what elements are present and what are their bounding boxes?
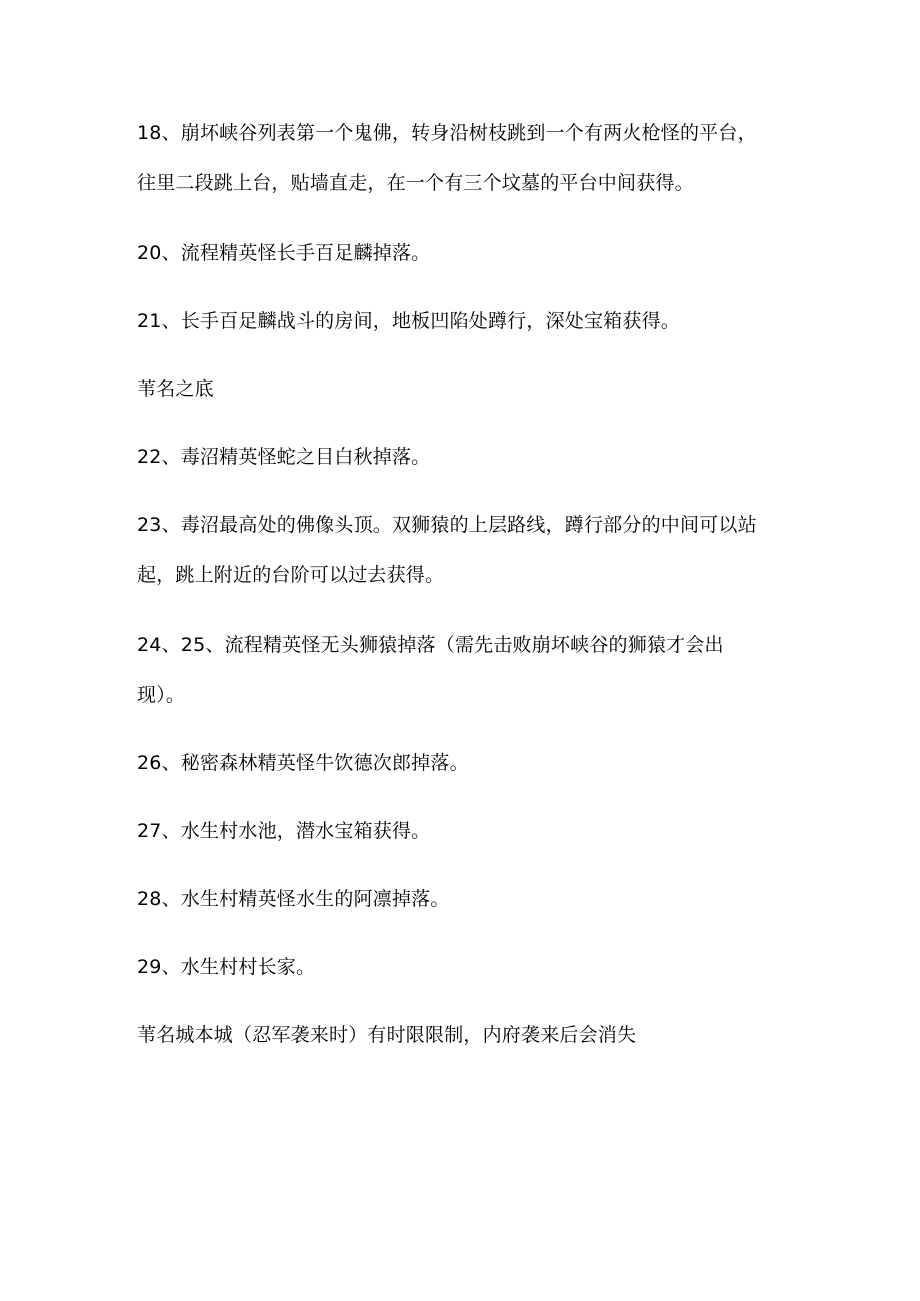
text-line-item-23-part2: 起，跳上附近的台阶可以过去获得。 [137, 564, 445, 586]
text-line-item-20: 20、流程精英怪长手百足麟掉落。 [137, 242, 431, 264]
text-line-item-24-25-part1: 24、25、流程精英怪无头狮猿掉落（需先击败崩坏峡谷的狮猿才会出 [137, 634, 724, 656]
text-line-item-28: 28、水生村精英怪水生的阿凛掉落。 [137, 888, 450, 910]
text-line-item-26: 26、秘密森林精英怪牛饮德次郎掉落。 [137, 752, 469, 774]
text-line-item-29: 29、水生村村长家。 [137, 956, 316, 978]
text-line-item-22: 22、毒沼精英怪蛇之目白秋掉落。 [137, 446, 431, 468]
text-line-item-27: 27、水生村水池，潜水宝箱获得。 [137, 820, 431, 842]
section-heading-ashina-castle: 苇名城本城（忍军袭来时）有时限限制，内府袭来后会消失 [137, 1024, 637, 1046]
section-heading-ashina-depths: 苇名之底 [137, 378, 214, 400]
text-line-item-24-25-part2: 现）。 [137, 684, 186, 706]
text-line-item-23-part1: 23、毒沼最高处的佛像头顶。双狮猿的上层路线，蹲行部分的中间可以站 [137, 514, 757, 536]
text-line-item-21: 21、长手百足麟战斗的房间，地板凹陷处蹲行，深处宝箱获得。 [137, 310, 680, 332]
text-line-item-18-part2: 往里二段跳上台，贴墙直走，在一个有三个坟墓的平台中间获得。 [137, 172, 694, 194]
text-line-item-18-part1: 18、崩坏峡谷列表第一个鬼佛，转身沿树枝跳到一个有两火枪怪的平台， [137, 122, 757, 144]
